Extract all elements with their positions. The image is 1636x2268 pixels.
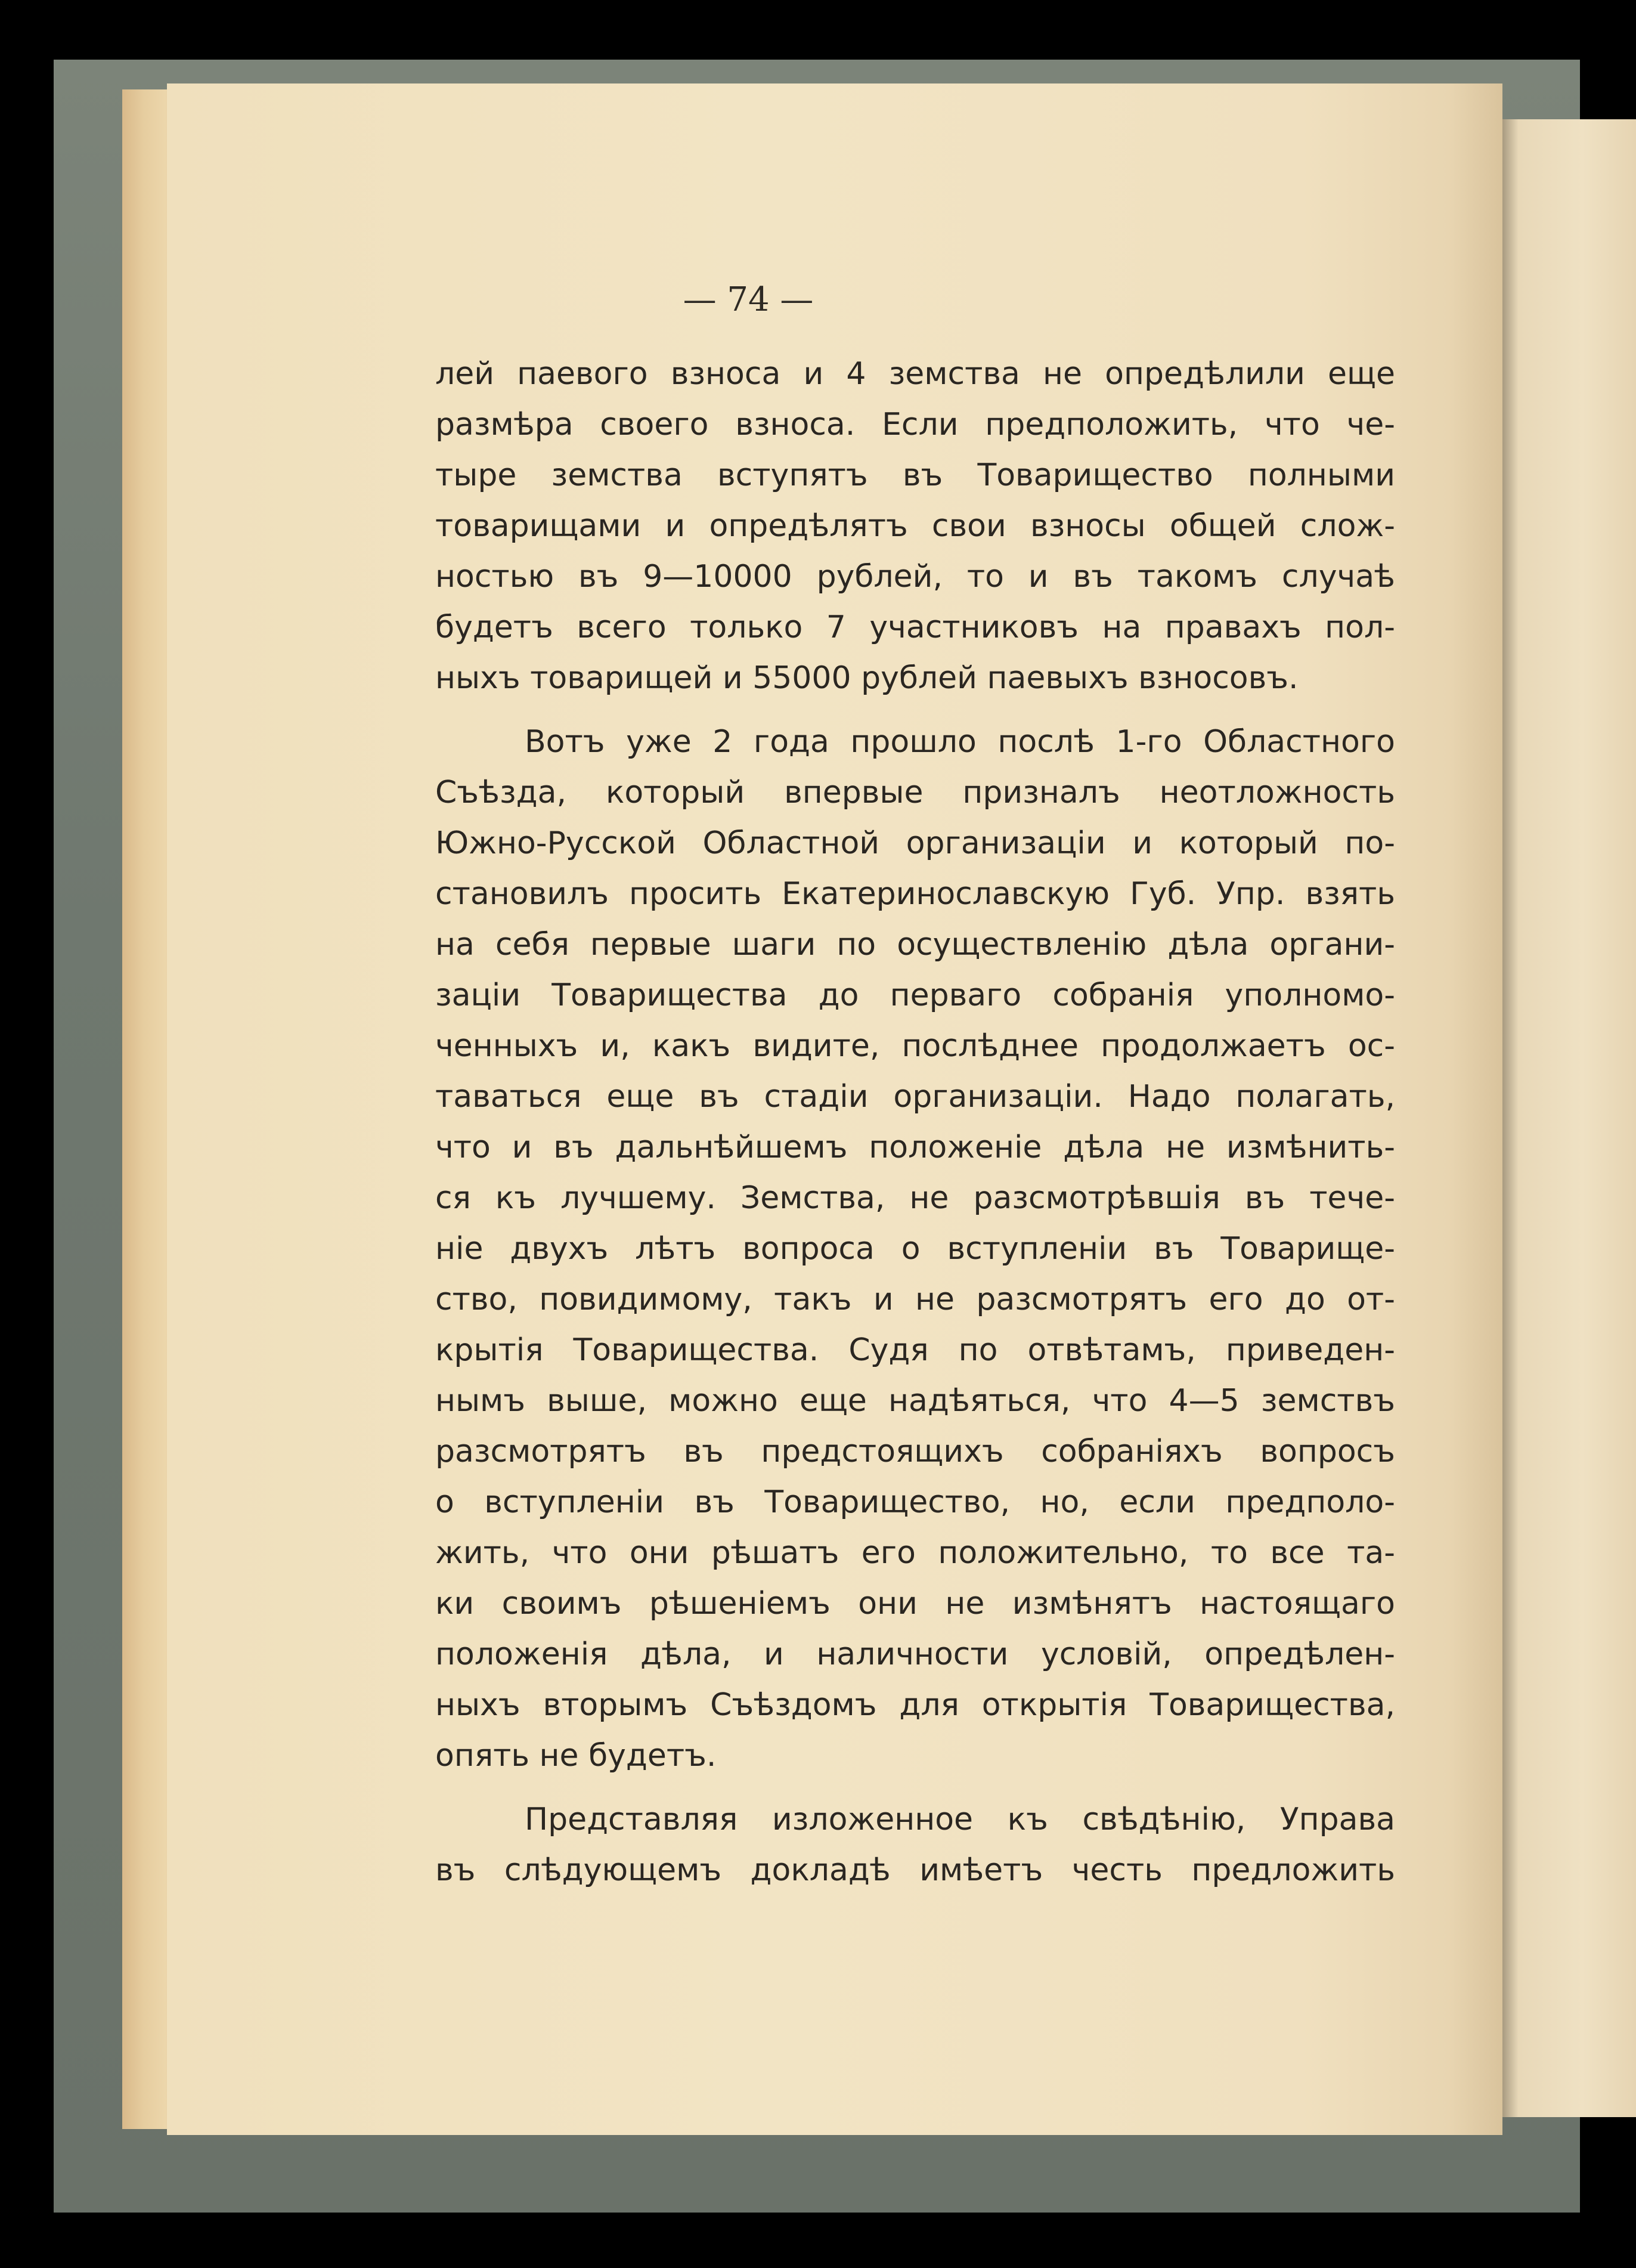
text-line: тыре земства вступятъ въ Товарищество полными <box>435 457 1395 493</box>
text-line: ныхъ товарищей и 55000 рублей паевыхъ взносовъ. <box>435 660 1299 696</box>
text-line: таваться еще въ стадіи организаціи. Надо полагать, <box>435 1079 1395 1115</box>
text-line: нымъ выше, можно еще надѣяться, что 4—5 земствъ <box>435 1383 1395 1419</box>
facing-page-edge <box>1502 119 1636 2117</box>
text-line: на себя первые шаги по осуществленію дѣла органи- <box>435 927 1395 963</box>
text-line: ки своимъ рѣшеніемъ они не измѣнятъ настоящаго <box>435 1586 1395 1622</box>
text-line: въ слѣдующемъ докладѣ имѣетъ честь предложить <box>435 1852 1395 1888</box>
text-line: ніе двухъ лѣтъ вопроса о вступленіи въ Товарище- <box>435 1231 1395 1267</box>
text-line: Вотъ уже 2 года прошло послѣ 1-го Областного <box>525 724 1395 760</box>
text-line: ныхъ вторымъ Съѣздомъ для открытія Товарищества, <box>435 1687 1395 1723</box>
text-line: становилъ просить Екатеринославскую Губ. Упр. взять <box>435 876 1395 912</box>
text-line: заціи Товарищества до перваго собранія уполномо- <box>435 977 1395 1013</box>
text-line: ся къ лучшему. Земства, не разсмотрѣвшія въ тече- <box>435 1180 1395 1216</box>
text-line: Южно-Русской Областной организаціи и который по- <box>435 825 1395 861</box>
body-text <box>435 349 1395 1896</box>
text-line: ченныхъ и, какъ видите, послѣднее продолжаетъ ос- <box>435 1028 1395 1064</box>
text-line: крытія Товарищества. Судя по отвѣтамъ, приведен- <box>435 1332 1395 1368</box>
text-line: ство, повидимому, такъ и не разсмотрятъ его до от- <box>435 1282 1395 1317</box>
paragraph <box>435 717 1395 1781</box>
text-line: что и въ дальнѣйшемъ положеніе дѣла не измѣнить- <box>435 1130 1395 1165</box>
text-line: ностью въ 9—10000 рублей, то и въ такомъ случаѣ <box>435 559 1395 595</box>
paragraph <box>435 349 1395 704</box>
paragraph <box>435 1794 1395 1896</box>
text-line: опять не будетъ. <box>435 1738 717 1774</box>
text-line: лей паевого взноса и 4 земства не опредѣлили еще <box>435 356 1395 392</box>
text-line: будетъ всего только 7 участниковъ на правахъ пол- <box>435 609 1395 645</box>
text-line: Представляя изложенное къ свѣдѣнію, Управа <box>525 1802 1395 1837</box>
text-line: разсмотрятъ въ предстоящихъ собраніяхъ вопросъ <box>435 1434 1395 1469</box>
text-line: жить, что они рѣшатъ его положительно, то все та- <box>435 1535 1395 1571</box>
text-line: товарищами и опредѣлятъ свои взносы общей слож- <box>435 508 1395 544</box>
text-line: о вступленіи въ Товарищество, но, если предполо- <box>435 1484 1395 1520</box>
page-number: — 74 — <box>683 280 814 319</box>
text-line: Съѣзда, который впервые призналъ неотложность <box>435 775 1395 810</box>
text-line: положенія дѣла, и наличности условій, опредѣлен- <box>435 1636 1395 1672</box>
text-line: размѣра своего взноса. Если предположить, что че- <box>435 407 1395 443</box>
